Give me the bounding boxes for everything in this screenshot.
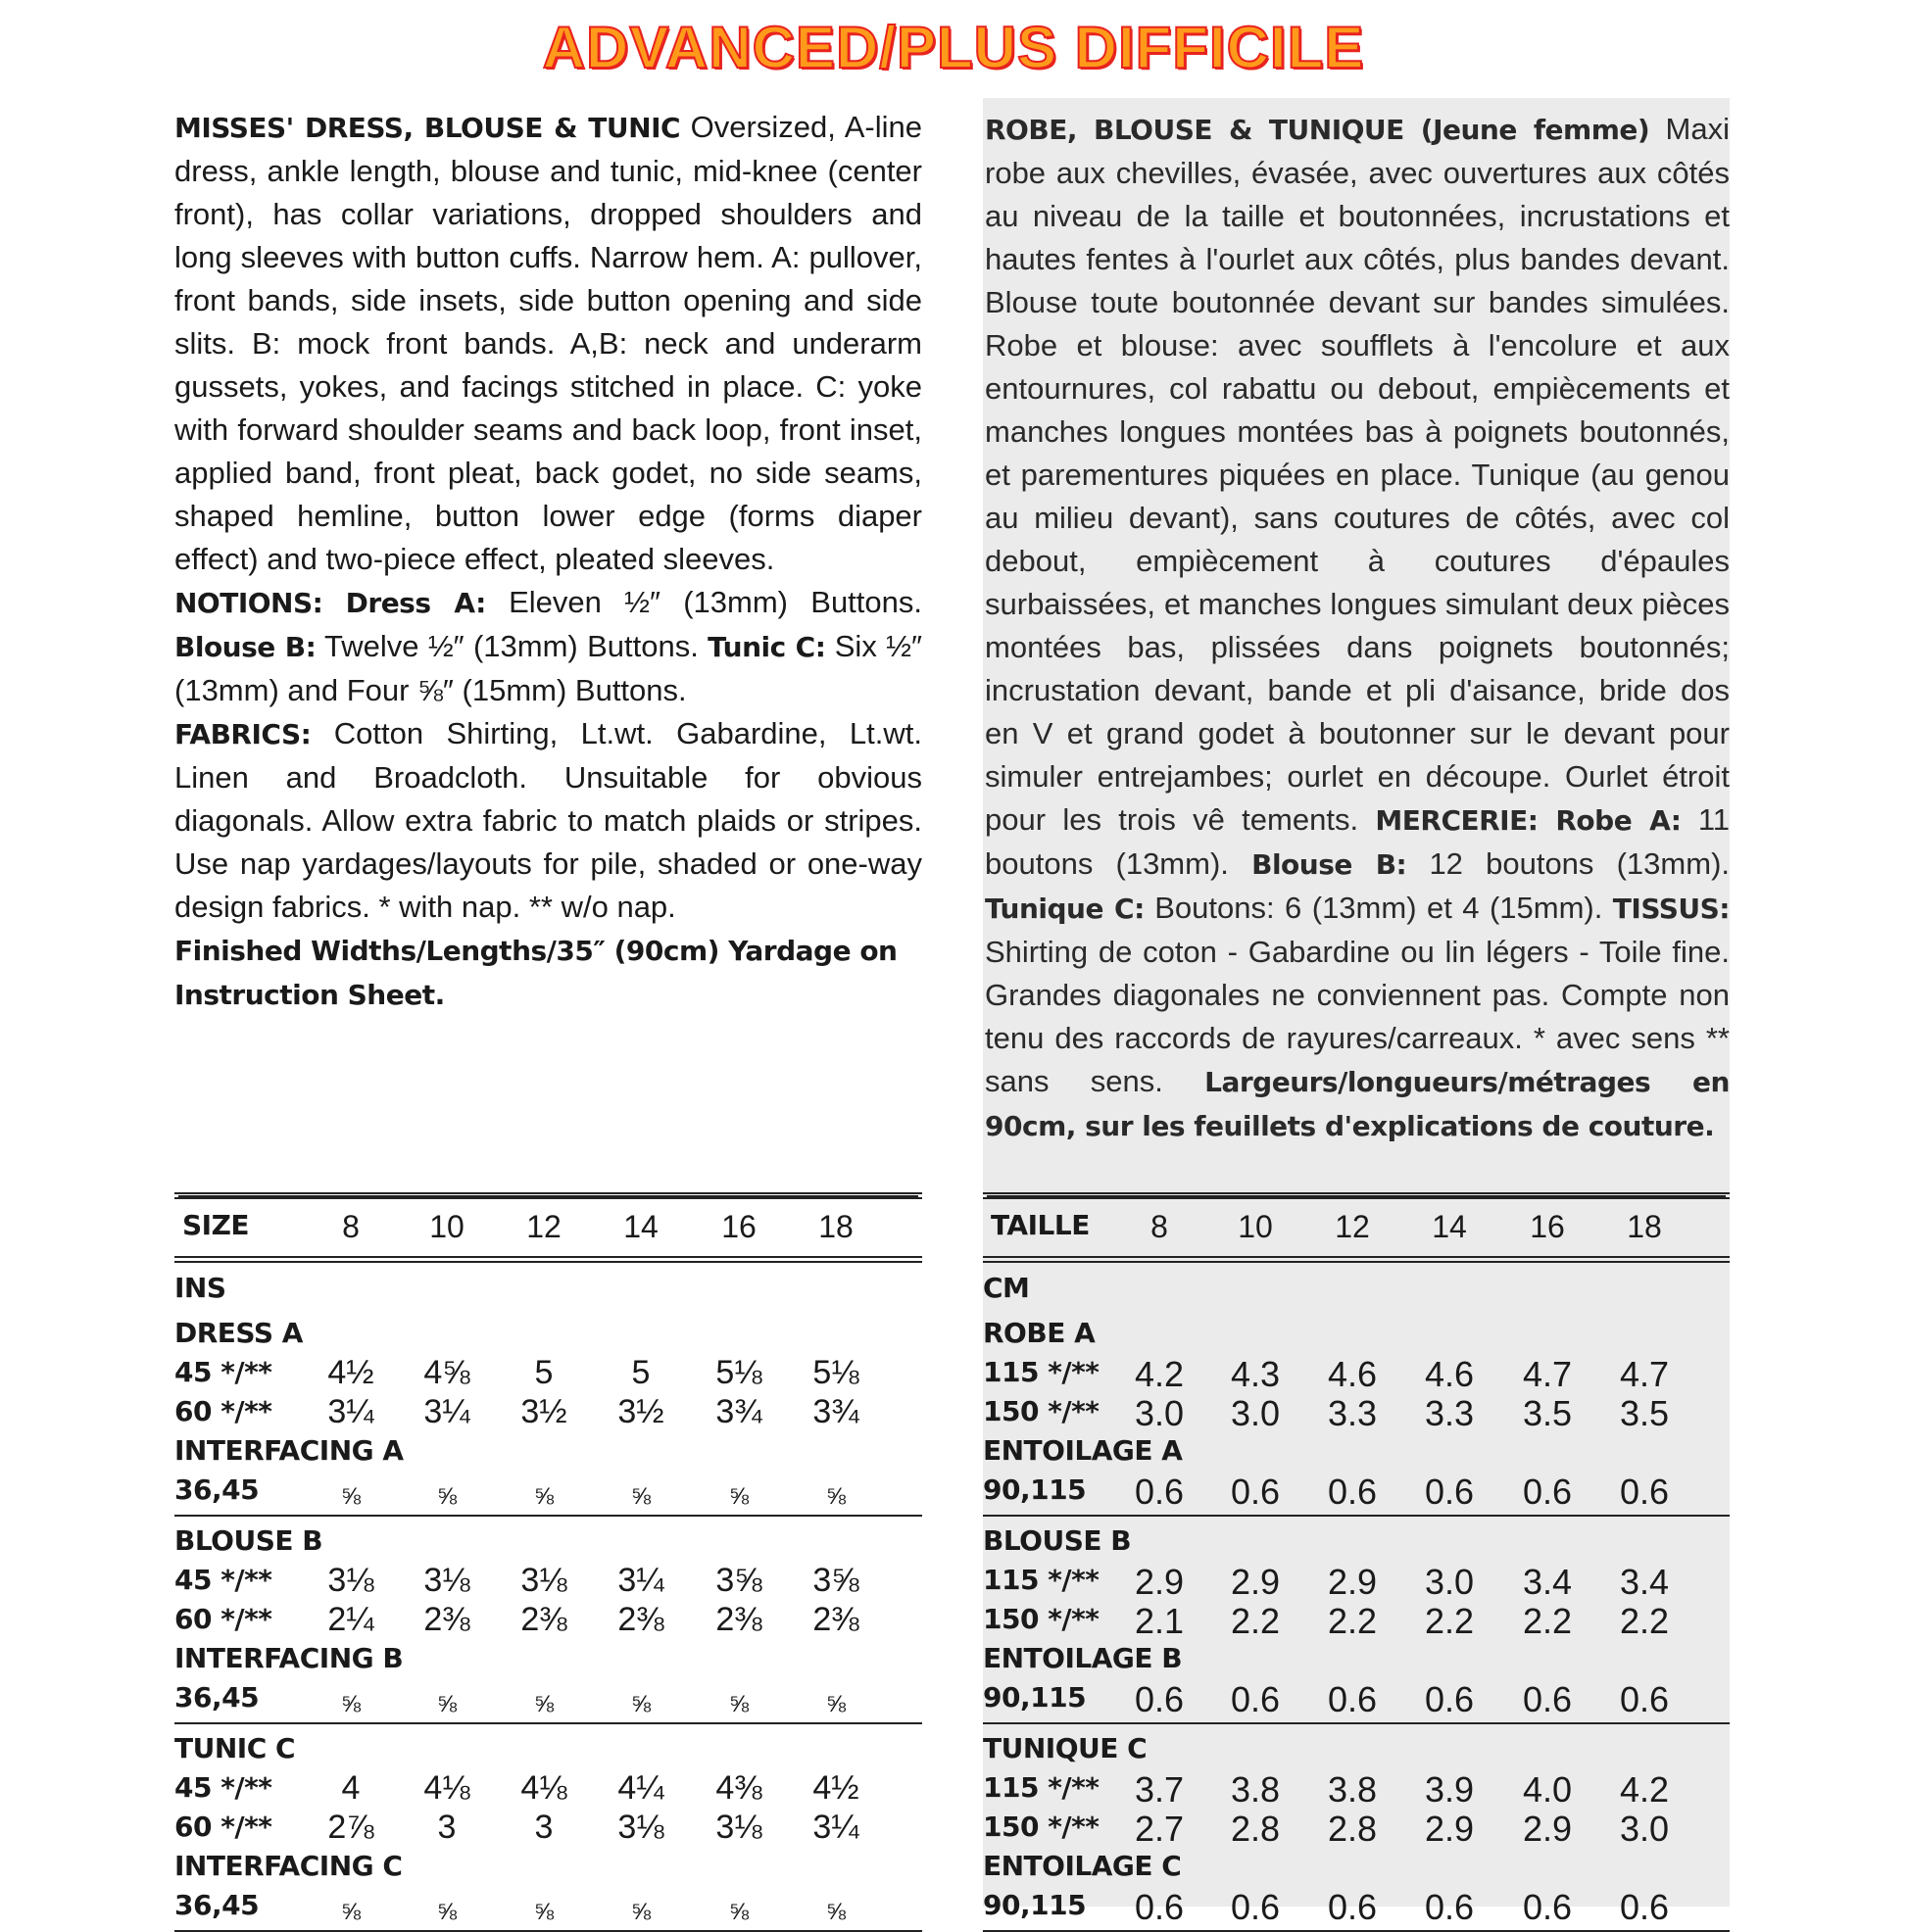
- en-interfacing-title: [174, 1432, 922, 1472]
- tunique-c-text: Boutons: 6 (13mm) et 4 (15mm).: [1144, 891, 1603, 925]
- en-header-row: [174, 1197, 922, 1258]
- blouse-b-label-fr: Blouse B:: [1251, 848, 1407, 881]
- fr-size-10: 10: [1238, 1209, 1273, 1244]
- en-unit: INS: [174, 1272, 226, 1304]
- fr-value-cell: 0.6: [1230, 1887, 1281, 1927]
- fr-value-cell: 2.9: [1424, 1809, 1475, 1849]
- fr-value-cell: 2.8: [1230, 1809, 1281, 1849]
- fr-size-18: 18: [1627, 1209, 1662, 1244]
- en-value-cell: ⅝: [533, 1899, 554, 1925]
- largeurs-text: Largeurs/longueurs/métrages en 90cm, sur les feuillets d'explications de couture.: [985, 1066, 1730, 1142]
- en-value-cell: 3¾: [715, 1393, 762, 1430]
- en-interfacing-title: [174, 1848, 922, 1887]
- fr-row-label: 115 */**: [983, 1771, 1100, 1804]
- fr-section-name: ROBE A: [983, 1317, 1096, 1349]
- fr-row-label: 150 */**: [983, 1811, 1100, 1843]
- fr-value-cell: 4.2: [1134, 1354, 1185, 1394]
- fr-value-cell: 3.5: [1522, 1393, 1573, 1433]
- mercerie-label: MERCERIE: Robe A:: [1375, 804, 1682, 837]
- fr-value-cell: 0.6: [1327, 1887, 1378, 1927]
- fr-row-label: 115 */**: [983, 1356, 1100, 1388]
- en-row-label: 36,45: [174, 1473, 260, 1506]
- fr-row-label: 150 */**: [983, 1603, 1100, 1635]
- fr-interfacing-name: ENTOILAGE A: [983, 1434, 1183, 1467]
- en-section: [174, 1522, 922, 1724]
- tunic-c-notions: Six ½″ (13mm) and Four ⅝″ (15mm) Buttons.: [174, 629, 922, 707]
- fr-unit-row: [983, 1270, 1730, 1309]
- table-row: [983, 1393, 1730, 1432]
- en-unit-row: [174, 1270, 922, 1309]
- en-value-cell: 2¼: [327, 1601, 374, 1638]
- tissus-text: Shirting de coton - Gabardine ou lin légers - Toile fine. Grandes diagonales ne conviennent pas. Compte non tenu des raccords de rayures/carreaux. * avec sens ** sans sens.: [985, 935, 1730, 1098]
- en-value-cell: ⅝: [728, 1899, 749, 1925]
- fr-header-label: TAILLE: [991, 1209, 1090, 1241]
- table-row: [174, 1472, 922, 1511]
- en-interfacing-name: INTERFACING A: [174, 1434, 404, 1467]
- table-row: [983, 1562, 1730, 1601]
- tissus-label: TISSUS:: [1612, 893, 1730, 925]
- fr-value-cell: 4.6: [1327, 1354, 1378, 1394]
- fr-interfacing-title: [983, 1640, 1730, 1679]
- fabrics-section: [174, 712, 922, 929]
- fr-value-cell: 3.0: [1134, 1393, 1185, 1433]
- fr-section-title: [983, 1522, 1730, 1562]
- en-row-label: 45 */**: [174, 1771, 272, 1804]
- fr-value-cell: 2.9: [1230, 1562, 1281, 1602]
- en-value-cell: 4⅛: [520, 1769, 567, 1807]
- fr-value-cell: 0.6: [1522, 1472, 1573, 1512]
- fr-row-label: 90,115: [983, 1473, 1087, 1506]
- en-value-cell: 5⅛: [715, 1354, 762, 1391]
- table-row: [174, 1769, 922, 1809]
- fr-row-label: 90,115: [983, 1681, 1087, 1714]
- table-row: [174, 1601, 922, 1640]
- fr-row-label: 90,115: [983, 1889, 1087, 1921]
- en-value-cell: 4½: [812, 1769, 859, 1807]
- fr-value-cell: 3.9: [1424, 1769, 1475, 1810]
- mercerie-text: 11 boutons (13mm).: [985, 802, 1730, 881]
- en-interfacing-name: INTERFACING C: [174, 1850, 403, 1882]
- en-value-cell: 5: [534, 1354, 554, 1391]
- en-row-label: 45 */**: [174, 1564, 272, 1596]
- en-value-cell: 2⅜: [423, 1601, 470, 1638]
- fr-value-cell: 3.5: [1619, 1393, 1670, 1433]
- en-value-cell: ⅝: [630, 1483, 651, 1510]
- yardage-table-en: [174, 1197, 922, 1932]
- fr-value-cell: 4.0: [1522, 1769, 1573, 1810]
- en-value-cell: 4: [341, 1769, 361, 1807]
- en-value-cell: ⅝: [630, 1691, 651, 1717]
- fr-value-cell: 0.6: [1424, 1887, 1475, 1927]
- fr-size-8: 8: [1150, 1209, 1168, 1244]
- table-row: [983, 1809, 1730, 1848]
- en-value-cell: 3⅛: [520, 1562, 567, 1599]
- en-size-12: 12: [526, 1209, 562, 1244]
- en-value-cell: 4¼: [617, 1769, 664, 1807]
- en-section-title: [174, 1315, 922, 1354]
- en-value-cell: ⅝: [728, 1483, 749, 1510]
- en-section-name: DRESS A: [174, 1317, 303, 1349]
- fr-section-title: [983, 1730, 1730, 1769]
- en-value-cell: 3⅛: [327, 1562, 374, 1599]
- fr-value-cell: 4.6: [1424, 1354, 1475, 1394]
- page-title: ADVANCED/PLUS DIFFICILE: [542, 15, 1365, 80]
- notions-section: [174, 581, 922, 712]
- en-section: [174, 1315, 922, 1517]
- en-value-cell: 4⅛: [423, 1769, 470, 1807]
- fr-value-cell: 2.2: [1230, 1601, 1281, 1641]
- fr-section: [983, 1522, 1730, 1724]
- finished-text: Finished Widths/Lengths/35″ (90cm) Yardage on Instruction Sheet.: [174, 935, 898, 1011]
- dress-a-label: Dress A:: [345, 587, 486, 619]
- fr-value-cell: 2.2: [1424, 1601, 1475, 1641]
- en-value-cell: 2⅜: [617, 1601, 664, 1638]
- fr-interfacing-name: ENTOILAGE C: [983, 1850, 1182, 1882]
- en-value-cell: 4½: [327, 1354, 374, 1391]
- pattern-description-fr: [983, 108, 1730, 1148]
- fr-value-cell: 2.1: [1134, 1601, 1185, 1641]
- fr-value-cell: 2.7: [1134, 1809, 1185, 1849]
- table-row: [983, 1472, 1730, 1511]
- table-row: [174, 1809, 922, 1848]
- en-value-cell: 4⅜: [715, 1769, 762, 1807]
- fr-value-cell: 0.6: [1424, 1472, 1475, 1512]
- fr-interfacing-name: ENTOILAGE B: [983, 1642, 1183, 1674]
- tunique-c-label: Tunique C:: [985, 893, 1145, 925]
- pattern-description-fr-text: Maxi robe aux chevilles, évasée, avec ouvertures aux côtés au niveau de la taille et boutonnées, incrustations et hautes fentes à l'ourlet aux côtés, plus bandes devant. Blouse toute boutonnée devant sur bandes simulées. Robe et blouse: avec soufflets à l'encolure et aux entournures, col rabattu ou debout, empiècements et manches longues montées bas à poignets boutonnés, et parementures piquées en place. Tunique (au genou au milieu devant), sans coutures de côtés, avec col debout, empiècement à coutures d'épaules surbaissées, et manches longues simulant deux pièces montées bas, plissées dans poignets boutonnés; incrustation devant, bande et pli d'aisance, bride dos en V et grand godet à boutonner sur le devant pour simuler entrejambes; ourlet en découpe. Ourlet étroit pour les trois vê tements.: [985, 112, 1730, 837]
- blouse-b-label: Blouse B:: [174, 631, 317, 663]
- fr-section-name: BLOUSE B: [983, 1524, 1132, 1557]
- en-size-14: 14: [623, 1209, 659, 1244]
- fr-unit: CM: [983, 1272, 1030, 1304]
- pattern-description-text: Oversized, A-line dress, ankle length, blouse and tunic, mid-knee (center front), has collar variations, dropped shoulders and long sleeves with button cuffs. Narrow hem. A: pullover, front bands, side insets, side button opening and side slits. B: mock front bands. A,B: neck and underarm gussets, yokes, and facings stitched in place. C: yoke with forward shoulder seams and back loop, front inset, applied band, front pleat, back godet, no side seams, shaped hemline, button lower edge (forms diaper effect) and two-piece effect, pleated sleeves.: [174, 110, 922, 576]
- en-value-cell: ⅝: [436, 1483, 457, 1510]
- table-row: [983, 1769, 1730, 1809]
- fr-value-cell: 0.6: [1327, 1679, 1378, 1719]
- en-value-cell: 3¼: [617, 1562, 664, 1599]
- fr-value-cell: 2.8: [1327, 1809, 1378, 1849]
- en-value-cell: 4⅝: [423, 1354, 470, 1391]
- en-section-title: [174, 1730, 922, 1769]
- fr-size-12: 12: [1335, 1209, 1370, 1244]
- en-size-8: 8: [342, 1209, 360, 1244]
- en-row-label: 60 */**: [174, 1811, 272, 1843]
- fr-section-title: [983, 1315, 1730, 1354]
- fr-interfacing-title: [983, 1432, 1730, 1472]
- pattern-description: [174, 106, 922, 581]
- en-interfacing-name: INTERFACING B: [174, 1642, 404, 1674]
- fr-value-cell: 0.6: [1327, 1472, 1378, 1512]
- en-section-title: [174, 1522, 922, 1562]
- table-row: [983, 1679, 1730, 1718]
- en-section-name: TUNIC C: [174, 1732, 296, 1764]
- english-description: [174, 106, 922, 1017]
- en-value-cell: 3: [437, 1809, 457, 1846]
- en-interfacing-title: [174, 1640, 922, 1679]
- table-row: [983, 1601, 1730, 1640]
- en-value-cell: 3¾: [812, 1393, 859, 1430]
- en-value-cell: 2⅜: [715, 1601, 762, 1638]
- fr-value-cell: 4.3: [1230, 1354, 1281, 1394]
- fr-value-cell: 0.6: [1230, 1472, 1281, 1512]
- fr-value-cell: 2.2: [1327, 1601, 1378, 1641]
- fr-value-cell: 3.8: [1327, 1769, 1378, 1810]
- en-value-cell: 3½: [617, 1393, 664, 1430]
- table-row: [983, 1354, 1730, 1393]
- blouse-b-notions: Twelve ½″ (13mm) Buttons.: [316, 629, 699, 663]
- fr-value-cell: 0.6: [1522, 1887, 1573, 1927]
- en-value-cell: 5: [631, 1354, 651, 1391]
- en-row-label: 60 */**: [174, 1603, 272, 1635]
- fr-value-cell: 3.3: [1424, 1393, 1475, 1433]
- en-value-cell: 3⅝: [812, 1562, 859, 1599]
- en-header-label: SIZE: [182, 1209, 250, 1241]
- en-value-cell: 3⅛: [715, 1809, 762, 1846]
- fr-value-cell: 0.6: [1522, 1679, 1573, 1719]
- fr-value-cell: 2.9: [1522, 1809, 1573, 1849]
- en-value-cell: ⅝: [630, 1899, 651, 1925]
- fr-interfacing-title: [983, 1848, 1730, 1887]
- en-row-label: 36,45: [174, 1681, 260, 1714]
- en-value-cell: ⅝: [825, 1691, 846, 1717]
- fabrics-text: Cotton Shirting, Lt.wt. Gabardine, Lt.wt. Linen and Broadcloth. Unsuitable for obvious diagonals. Allow extra fabric to match plaids or stripes. Use nap yardages/layouts for pile, shaded or one-way design fabrics. * with nap. ** w/o nap.: [174, 716, 922, 924]
- en-value-cell: 3⅛: [617, 1809, 664, 1846]
- fr-value-cell: 0.6: [1619, 1679, 1670, 1719]
- finished-note: [174, 929, 922, 1017]
- en-value-cell: 3¼: [327, 1393, 374, 1430]
- fr-value-cell: 3.7: [1134, 1769, 1185, 1810]
- fr-value-cell: 2.2: [1522, 1601, 1573, 1641]
- en-value-cell: 3⅝: [715, 1562, 762, 1599]
- en-size-10: 10: [429, 1209, 465, 1244]
- table-row: [174, 1393, 922, 1432]
- fr-value-cell: 2.9: [1327, 1562, 1378, 1602]
- fr-row-label: 115 */**: [983, 1564, 1100, 1596]
- en-size-16: 16: [721, 1209, 757, 1244]
- fr-value-cell: 3.3: [1327, 1393, 1378, 1433]
- en-value-cell: ⅝: [340, 1691, 361, 1717]
- fr-value-cell: 3.0: [1424, 1562, 1475, 1602]
- fr-size-14: 14: [1432, 1209, 1467, 1244]
- pattern-name: MISSES' DRESS, BLOUSE & TUNIC: [174, 112, 681, 144]
- en-value-cell: ⅝: [340, 1899, 361, 1925]
- fr-value-cell: 0.6: [1230, 1679, 1281, 1719]
- yardage-table-fr: [983, 1197, 1730, 1932]
- en-section-name: BLOUSE B: [174, 1524, 323, 1557]
- blouse-b-text-fr: 12 boutons (13mm).: [1406, 846, 1730, 881]
- en-size-18: 18: [818, 1209, 854, 1244]
- fr-section-name: TUNIQUE C: [983, 1732, 1148, 1764]
- fr-value-cell: 3.0: [1619, 1809, 1670, 1849]
- en-value-cell: 3¼: [812, 1809, 859, 1846]
- table-row: [174, 1887, 922, 1926]
- en-value-cell: 2⅞: [327, 1809, 374, 1846]
- fr-value-cell: 0.6: [1134, 1472, 1185, 1512]
- en-value-cell: 3¼: [423, 1393, 470, 1430]
- fr-value-cell: 2.2: [1619, 1601, 1670, 1641]
- en-value-cell: ⅝: [533, 1483, 554, 1510]
- pattern-name-fr: ROBE, BLOUSE & TUNIQUE (Jeune femme): [985, 114, 1650, 146]
- fr-row-label: 150 */**: [983, 1395, 1100, 1427]
- fr-value-cell: 0.6: [1619, 1472, 1670, 1512]
- en-value-cell: 3½: [520, 1393, 567, 1430]
- en-value-cell: ⅝: [340, 1483, 361, 1510]
- fabrics-label: FABRICS:: [174, 718, 312, 750]
- table-row: [174, 1679, 922, 1718]
- en-value-cell: 2⅜: [520, 1601, 567, 1638]
- fr-value-cell: 3.4: [1619, 1562, 1670, 1602]
- fr-value-cell: 0.6: [1134, 1887, 1185, 1927]
- en-value-cell: 5⅛: [812, 1354, 859, 1391]
- fr-section: [983, 1730, 1730, 1932]
- fr-value-cell: 2.9: [1134, 1562, 1185, 1602]
- en-value-cell: 3: [534, 1809, 554, 1846]
- en-row-label: 60 */**: [174, 1395, 272, 1427]
- en-row-label: 45 */**: [174, 1356, 272, 1388]
- tunic-c-label: Tunic C:: [708, 631, 826, 663]
- table-row: [174, 1562, 922, 1601]
- notions-label: NOTIONS:: [174, 587, 323, 619]
- en-value-cell: ⅝: [728, 1691, 749, 1717]
- fr-value-cell: 4.7: [1522, 1354, 1573, 1394]
- fr-section: [983, 1315, 1730, 1517]
- fr-header-row: [983, 1197, 1730, 1258]
- table-row: [983, 1887, 1730, 1926]
- table-row: [174, 1354, 922, 1393]
- en-value-cell: ⅝: [436, 1899, 457, 1925]
- fr-value-cell: 3.4: [1522, 1562, 1573, 1602]
- fr-value-cell: 3.8: [1230, 1769, 1281, 1810]
- en-value-cell: 3⅛: [423, 1562, 470, 1599]
- fr-value-cell: 0.6: [1134, 1679, 1185, 1719]
- en-value-cell: ⅝: [825, 1483, 846, 1510]
- en-row-label: 36,45: [174, 1889, 260, 1921]
- en-value-cell: ⅝: [825, 1899, 846, 1925]
- en-value-cell: 2⅜: [812, 1601, 859, 1638]
- fr-value-cell: 0.6: [1424, 1679, 1475, 1719]
- en-section: [174, 1730, 922, 1932]
- dress-a-notions: Eleven ½″ (13mm) Buttons.: [485, 585, 923, 619]
- en-value-cell: ⅝: [436, 1691, 457, 1717]
- fr-value-cell: 3.0: [1230, 1393, 1281, 1433]
- fr-value-cell: 0.6: [1619, 1887, 1670, 1927]
- fr-size-16: 16: [1530, 1209, 1565, 1244]
- en-value-cell: ⅝: [533, 1691, 554, 1717]
- fr-value-cell: 4.2: [1619, 1769, 1670, 1810]
- fr-value-cell: 4.7: [1619, 1354, 1670, 1394]
